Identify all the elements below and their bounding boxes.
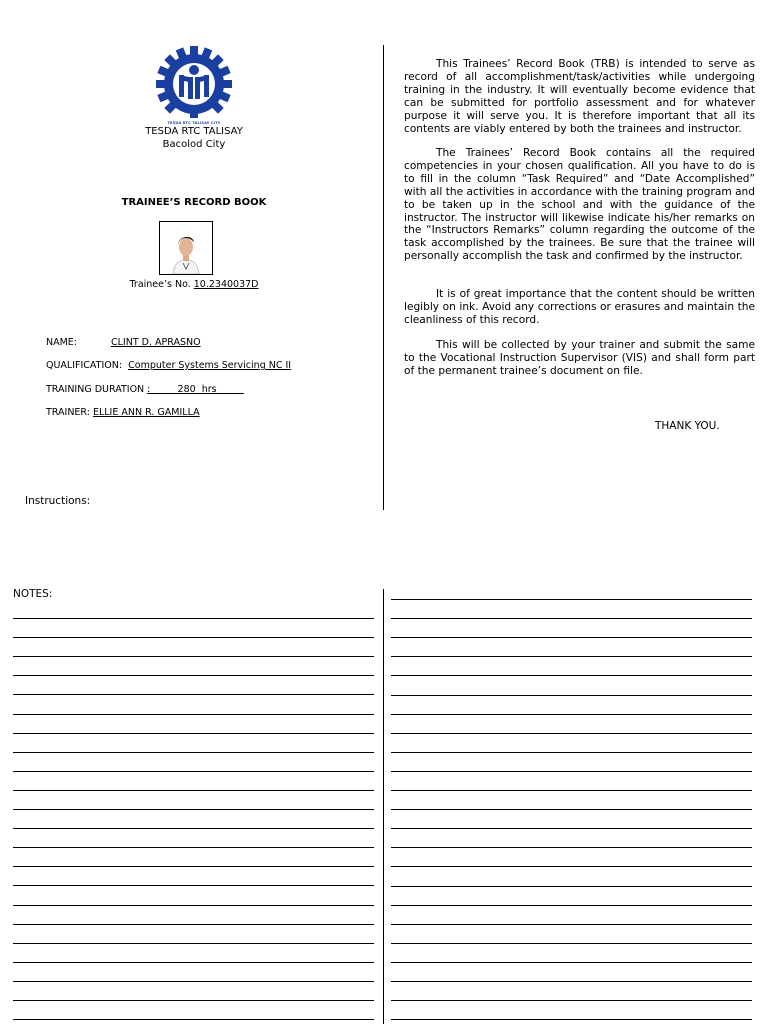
- note-line: [391, 828, 752, 829]
- note-line: [13, 771, 374, 772]
- note-line: [13, 637, 374, 638]
- note-line: [13, 809, 374, 810]
- qualification-row: [46, 360, 291, 371]
- notes-column-divider: [383, 589, 384, 1024]
- note-line: [391, 1019, 752, 1020]
- closing-text: THANK YOU.: [655, 420, 720, 432]
- note-line: [13, 828, 374, 829]
- note-line: [13, 885, 374, 886]
- note-line: [391, 695, 752, 696]
- page-title: TRAINEE’S RECORD BOOK: [121, 197, 267, 208]
- instructions-label: Instructions:: [25, 495, 91, 507]
- name-value: CLINT D. APRASNO: [111, 337, 201, 348]
- duration-label: TRAINING DURATION: [46, 384, 148, 395]
- note-line: [391, 962, 752, 963]
- note-line: [391, 637, 752, 638]
- trainer-label: TRAINER:: [46, 407, 90, 418]
- note-line: [13, 1000, 374, 1001]
- trainee-photo: [159, 221, 213, 275]
- trainer-row: [46, 407, 200, 418]
- note-line: [391, 733, 752, 734]
- note-line: [13, 943, 374, 944]
- note-line: [13, 714, 374, 715]
- note-line: [391, 981, 752, 982]
- note-line: [391, 943, 752, 944]
- qualification-label: QUALIFICATION:: [46, 360, 123, 371]
- note-line: [13, 924, 374, 925]
- note-line: [13, 618, 374, 619]
- trainee-number: [94, 279, 294, 290]
- note-line: [13, 675, 374, 676]
- note-line: [13, 847, 374, 848]
- top-column-divider: [383, 45, 384, 510]
- note-line: [391, 714, 752, 715]
- note-line: [391, 924, 752, 925]
- note-line: [13, 981, 374, 982]
- note-line: [391, 866, 752, 867]
- note-line: [391, 1000, 752, 1001]
- note-line: [13, 656, 374, 657]
- note-line: [391, 809, 752, 810]
- note-line: [13, 790, 374, 791]
- trainee-number-label: Trainee’s No.: [129, 279, 194, 290]
- paragraph-2: The Trainees’ Record Book contains all the required competencies in your chosen qualification. All you have to do is to fill in the column “Task Required” and “Date Accomplished” with all the activities in accordance with the training program and to be taken up in the school and with the guidance of the instructor. The instructor will likewise indicate his/her remarks on the “Instructors Remarks” column regarding the outcome of the task accomplished by the trainees. Be sure that the trainee will personally accomplish the task and confirmed by the instructor.: [404, 147, 755, 263]
- note-line: [13, 1019, 374, 1020]
- trainee-number-value: 10.2340037D: [193, 279, 259, 290]
- note-line: [391, 905, 752, 906]
- note-line: [391, 771, 752, 772]
- note-line: [391, 656, 752, 657]
- paragraph-3: It is of great importance that the content should be written legibly on ink. Avoid any corrections or erasures and maintain the cleanliness of this record.: [404, 288, 755, 326]
- note-line: [13, 752, 374, 753]
- logo-caption: TESDA RTC TALISAY CITY: [167, 121, 221, 125]
- note-line: [391, 675, 752, 676]
- notes-label: NOTES:: [13, 588, 53, 600]
- paragraph-1: This Trainees’ Record Book (TRB) is intended to serve as record of all accomplishment/task/activities while undergoing training in the industry. It will eventually become evidence that can be submitted for portfolio assessment and for whatever purpose it will serve you. It is therefore important that all its contents are viably entered by both the trainees and instructor.: [404, 58, 755, 135]
- note-line: [391, 790, 752, 791]
- tesda-gear-logo-icon: [152, 44, 236, 128]
- note-line: [13, 733, 374, 734]
- duration-value: : 280 hrs: [147, 384, 244, 395]
- note-line: [391, 752, 752, 753]
- note-line: [13, 694, 374, 695]
- note-line: [391, 886, 752, 887]
- note-line: [391, 599, 752, 600]
- trainer-value: ELLIE ANN R. GAMILLA: [92, 407, 200, 418]
- note-line: [13, 866, 374, 867]
- duration-row: [46, 384, 244, 395]
- name-label: NAME:: [46, 337, 78, 348]
- qualification-value: Computer Systems Servicing NC II: [128, 360, 292, 371]
- note-line: [13, 905, 374, 906]
- school-name: TESDA RTC TALISAY: [145, 126, 243, 137]
- school-city: Bacolod City: [162, 139, 226, 150]
- paragraph-4: This will be collected by your trainer and submit the same to the Vocational Instruction Supervisor (VIS) and shall form part of the permanent trainee’s document on file.: [404, 339, 755, 377]
- note-line: [391, 847, 752, 848]
- note-line: [391, 618, 752, 619]
- note-line: [13, 962, 374, 963]
